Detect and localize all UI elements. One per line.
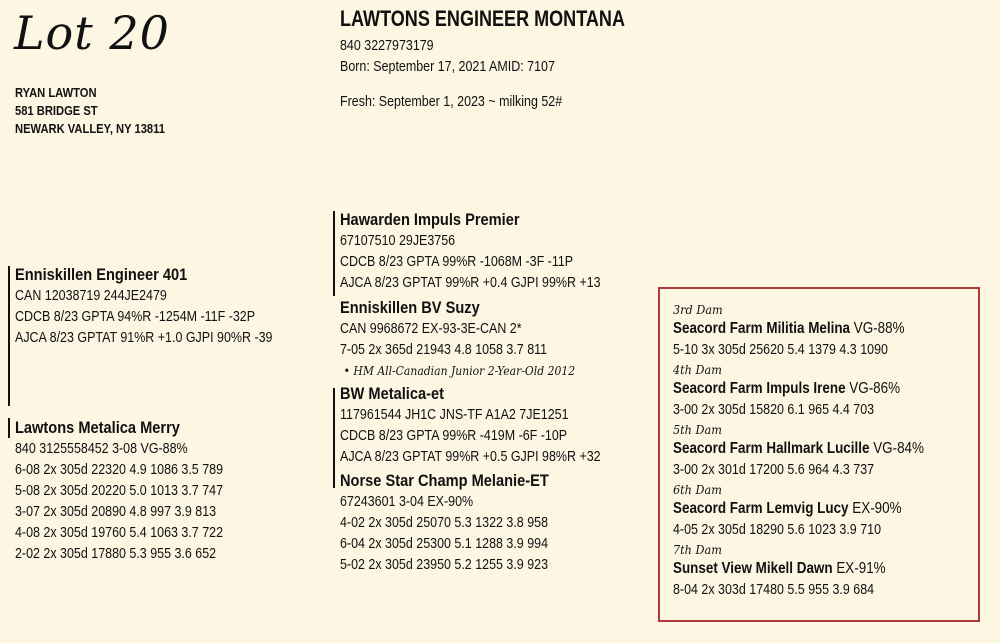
sire-dam-note: • HM All-Canadian Junior 2-Year-Old 2012 <box>343 364 576 378</box>
dam-entry <box>673 301 972 361</box>
dam-entry-name: Seacord Farm Hallmark Lucille VG-84% <box>673 440 924 457</box>
dam-name: Lawtons Metalica Merry <box>15 418 180 437</box>
dam-record: 4-08 2x 305d 19760 5.4 1063 3.7 722 <box>15 525 224 541</box>
sire-bracket <box>8 266 10 406</box>
dam-dam-name: Norse Star Champ Melanie-ET <box>340 471 549 490</box>
sire-sire-id: 67107510 29JE3756 <box>340 233 456 249</box>
dam-sire-block <box>340 383 643 468</box>
animal-fresh: Fresh: September 1, 2023 ~ milking 52# <box>340 94 563 110</box>
dam-entry-name: Seacord Farm Militia Melina VG-88% <box>673 320 905 337</box>
dam-generation-label: 7th Dam <box>673 542 722 557</box>
dam-dam-record: 5-02 2x 305d 23950 5.2 1255 3.9 923 <box>340 557 549 573</box>
owner-address <box>15 84 189 138</box>
sire-dam-record: 7-05 2x 365d 21943 4.8 1058 3.7 811 <box>340 342 548 358</box>
sire-dam-name: Enniskillen BV Suzy <box>340 298 480 317</box>
dam-block <box>15 417 257 565</box>
dam-id: 840 3125558452 3-08 VG-88% <box>15 441 188 457</box>
dam-sire-id: 117961544 JH1C JNS-TF A1A2 7JE1251 <box>340 407 569 423</box>
lot-number: Lot 20 <box>14 6 170 60</box>
dam-entry-record: 8-04 2x 303d 17480 5.5 955 3.9 684 <box>673 582 875 598</box>
animal-header <box>340 6 688 113</box>
dam-entry-record: 3-00 2x 301d 17200 5.6 964 4.3 737 <box>673 462 875 478</box>
dam-dam-record: 4-02 2x 305d 25070 5.3 1322 3.8 958 <box>340 515 549 531</box>
sire-sire-bracket <box>333 211 335 296</box>
dam-generation-label: 4th Dam <box>673 362 722 377</box>
animal-name: LAWTONS ENGINEER MONTANA <box>340 6 625 31</box>
sire-sire-cdcb: CDCB 8/23 GPTA 99%R -1068M -3F -11P <box>340 254 574 270</box>
dam-record: 5-08 2x 305d 20220 5.0 1013 3.7 747 <box>15 483 224 499</box>
sire-dam-id: CAN 9968672 EX-93-3E-CAN 2* <box>340 321 522 337</box>
dam-dam-id: 67243601 3-04 EX-90% <box>340 494 474 510</box>
extended-dams-box <box>658 287 980 622</box>
dam-record: 6-08 2x 305d 22320 4.9 1086 3.5 789 <box>15 462 224 478</box>
sire-sire-block <box>340 209 643 294</box>
dam-entry <box>673 361 972 421</box>
sire-name: Enniskillen Engineer 401 <box>15 265 188 284</box>
dam-entry-name: Sunset View Mikell Dawn EX-91% <box>673 560 886 577</box>
dam-sire-cdcb: CDCB 8/23 GPTA 99%R -419M -6F -10P <box>340 428 568 444</box>
sire-sire-name: Hawarden Impuls Premier <box>340 210 520 229</box>
dam-bracket <box>8 418 10 438</box>
animal-born: Born: September 17, 2021 AMID: 7107 <box>340 59 555 75</box>
dam-entry <box>673 481 972 541</box>
dam-generation-label: 3rd Dam <box>673 302 723 317</box>
dam-entry-record: 5-10 3x 305d 25620 5.4 1379 4.3 1090 <box>673 342 888 358</box>
sire-block <box>15 264 314 349</box>
dam-entry-record: 4-05 2x 305d 18290 5.6 1023 3.9 710 <box>673 522 882 538</box>
dam-entry <box>673 541 972 601</box>
dam-entry-name: Seacord Farm Lemvig Lucy EX-90% <box>673 500 902 517</box>
dam-generation-label: 6th Dam <box>673 482 722 497</box>
dam-sire-name: BW Metalica-et <box>340 384 444 403</box>
dam-record: 2-02 2x 305d 17880 5.3 955 3.6 652 <box>15 546 217 562</box>
sire-ajca: AJCA 8/23 GPTAT 91%R +1.0 GJPI 90%R -39 <box>15 330 273 346</box>
dam-dam-block <box>340 470 583 576</box>
owner-name: RYAN LAWTON <box>15 85 97 100</box>
dam-entry-record: 3-00 2x 305d 15820 6.1 965 4.4 703 <box>673 402 875 418</box>
dam-generation-label: 5th Dam <box>673 422 722 437</box>
dam-entry-name: Seacord Farm Impuls Irene VG-86% <box>673 380 901 397</box>
sire-cdcb: CDCB 8/23 GPTA 94%R -1254M -11F -32P <box>15 309 256 325</box>
owner-street: 581 BRIDGE ST <box>15 103 98 118</box>
dam-dam-record: 6-04 2x 305d 25300 5.1 1288 3.9 994 <box>340 536 549 552</box>
dam-sire-bracket <box>333 388 335 488</box>
owner-city: NEWARK VALLEY, NY 13811 <box>15 121 165 136</box>
sire-id: CAN 12038719 244JE2479 <box>15 288 167 304</box>
dam-record: 3-07 2x 305d 20890 4.8 997 3.9 813 <box>15 504 217 520</box>
sire-dam-block <box>340 297 601 381</box>
animal-id: 840 3227973179 <box>340 38 434 54</box>
dam-entry <box>673 421 972 481</box>
sire-sire-ajca: AJCA 8/23 GPTAT 99%R +0.4 GJPI 99%R +13 <box>340 275 601 291</box>
dam-sire-ajca: AJCA 8/23 GPTAT 99%R +0.5 GJPI 98%R +32 <box>340 449 601 465</box>
